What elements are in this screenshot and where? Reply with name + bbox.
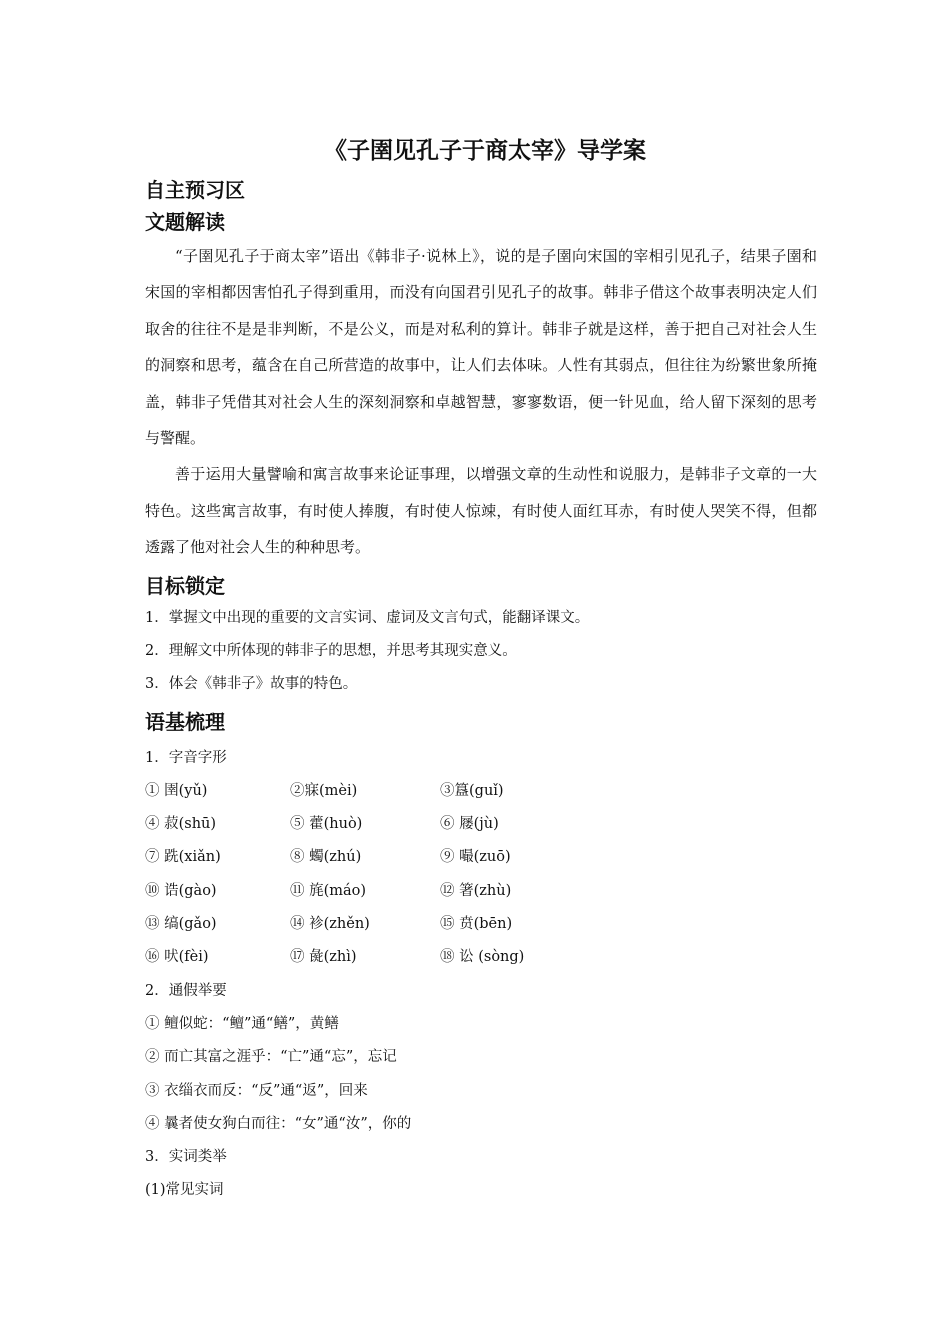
pronunciation-row [145,908,817,941]
section-heading-basics: 语基梳理 [145,709,225,734]
tongjia-item: ① 鳣似蛇：“鳣”通“鳝”，黄鳝 [145,1015,339,1032]
pronunciation-item: ⑱ 讼 (sòng) [440,949,525,966]
section-heading-topic: 文题解读 [145,210,225,234]
pronunciation-item: ③簋(guǐ) [440,782,504,799]
pronunciation-row [145,941,817,974]
tongjia-item: ② 而亡其富之涯乎：“亡”通“忘”，忘记 [145,1049,397,1066]
pronunciation-item: ⑪ 旄(máo) [290,882,367,899]
pronunciation-item: ⑭ 袗(zhěn) [290,916,370,933]
shici-heading: 3．实词类举 [145,1149,227,1166]
document-page [145,128,817,1208]
pronunciation-item: ⑩ 诰(gào) [145,882,217,899]
document-title: 《子圉见孔子于商太宰》导学案 [324,138,646,164]
topic-paragraph: “子圉见孔子于商太宰”语出《韩非子·说林上》，说的是子圉向宋国的宰相引见孔子，结果子圉和宋国的宰相都因害怕孔子得到重用，而没有向国君引见孔子的故事。韩非子借这个故事表明决定人们取舍的往往不是是非判断，不是公义，而是对私利的算计。韩非子就是这样，善于把自己对社会人生的洞察和思考，蕴含在自己所营造的故事中，让人们去体味。人性有其弱点，但往往为纷繁世象所掩盖，韩非子凭借其对社会人生的深刻洞察和卓越智慧，寥寥数语，便一针见血，给人留下深刻的思考与警醒。 [145,247,817,448]
pronunciation-item: ⑥ 屦(jù) [440,816,499,833]
tongjia-heading: 2．通假举要 [145,982,227,999]
pronunciation-item: ⑨ 嘬(zuō) [440,849,511,866]
section-heading-goals: 目标锁定 [145,573,225,598]
section-heading-preview: 自主预习区 [145,178,245,202]
pronunciation-item: ⑬ 缟(gǎo) [145,916,217,933]
pronunciation-item: ⑯ 吠(fèi) [145,949,209,966]
pronunciation-row [145,875,817,908]
pronunciation-item: ① 圉(yǔ) [145,782,208,799]
pronunciation-item: ⑦ 跣(xiǎn) [145,849,221,866]
pronunciation-item: ⑧ 蠋(zhú) [290,849,362,866]
pronunciation-row [145,808,817,841]
pronunciation-item: ⑤ 藿(huò) [290,816,363,833]
goal-item: 3．体会《韩非子》故事的特色。 [145,676,358,693]
pronunciation-heading: 1．字音字形 [145,749,227,766]
shici-subheading: (1)常见实词 [145,1182,224,1199]
tongjia-item: ④ 曩者使女狗白而往：“女”通“汝”，你的 [145,1115,412,1132]
pronunciation-item: ②寐(mèi) [290,782,358,799]
pronunciation-row [145,775,817,808]
pronunciation-item: ④ 菽(shū) [145,816,217,833]
pronunciation-row [145,841,817,874]
goal-item: 2．理解文中所体现的韩非子的思想，并思考其现实意义。 [145,642,517,659]
pronunciation-item: ⑰ 彘(zhì) [290,949,357,966]
topic-paragraph: 善于运用大量譬喻和寓言故事来论证事理，以增强文章的生动性和说服力，是韩非子文章的一大特色。这些寓言故事，有时使人捧腹，有时使人惊竦，有时使人面红耳赤，有时使人哭笑不得，但都透露了他对社会人生的种种思考。 [145,465,817,557]
pronunciation-item: ⑫ 箸(zhù) [440,882,512,899]
pronunciation-item: ⑮ 贲(bēn) [440,916,513,933]
tongjia-item: ③ 衣缁衣而反：“反”通“返”，回来 [145,1082,368,1099]
goal-item: 1．掌握文中出现的重要的文言实词、虚词及文言句式，能翻译课文。 [145,609,590,626]
